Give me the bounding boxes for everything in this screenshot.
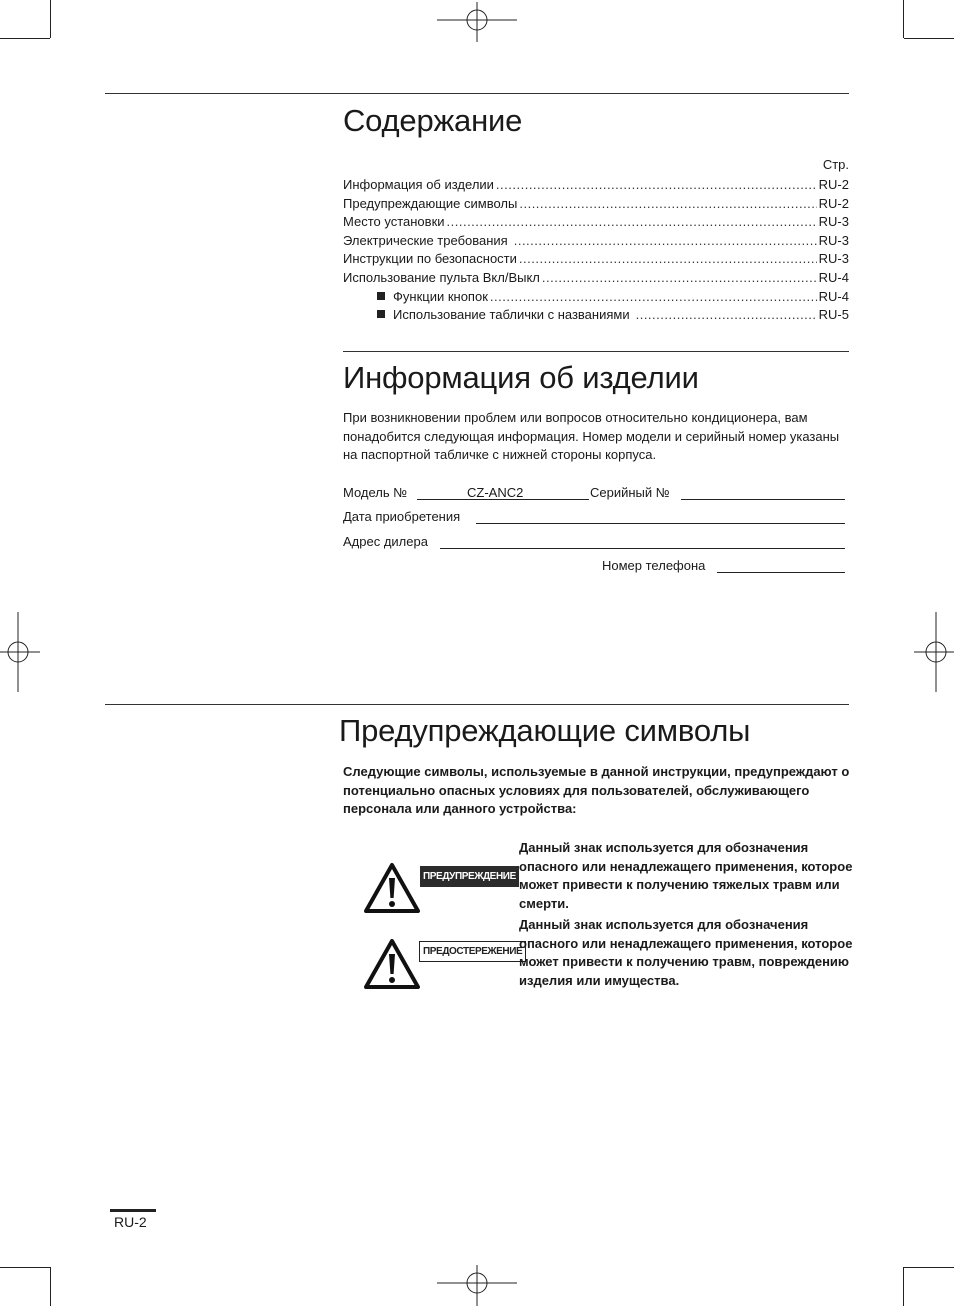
toc-item-page: RU-3 <box>818 251 849 267</box>
toc-item-label: Информация об изделии <box>343 177 494 192</box>
toc-title: Содержание <box>343 103 523 138</box>
product-info-intro: При возникновении проблем или вопросов относительно кондиционера, вам понадобится следующая информация. Номер модели и серийный номер указаны на паспортной табличке с нижней стороны корпуса. <box>343 410 840 462</box>
model-value: CZ-ANC2 <box>467 485 524 500</box>
phone-label: Номер телефона <box>602 558 706 573</box>
toc-list <box>343 176 849 325</box>
purchase-date-field-line <box>476 523 845 524</box>
toc-item[interactable] <box>343 232 849 251</box>
registration-mark-left <box>0 612 40 692</box>
toc-item-page: RU-2 <box>818 177 849 192</box>
toc-page-header: Стр. <box>822 157 849 172</box>
product-info-rule <box>343 351 849 352</box>
purchase-date-label: Дата приобретения <box>343 509 461 524</box>
phone-field-line <box>717 572 845 573</box>
caution-description: Данный знак используется для обозначения опасного или ненадлежащего применения, которое может привести к получению травм, повреждению изделия или имущества. <box>519 917 853 988</box>
product-info-title: Информация об изделии <box>343 360 699 395</box>
square-bullet-icon <box>377 310 385 318</box>
toc-item-page: RU-4 <box>818 269 849 285</box>
toc-subitem[interactable] <box>343 288 849 307</box>
toc-item-label: Электрические требования <box>343 232 508 248</box>
dealer-address-label: Адрес дилера <box>343 534 428 549</box>
dealer-address-field-line <box>440 548 845 549</box>
toc-item-page: RU-2 <box>818 195 849 211</box>
registration-mark-bottom <box>437 1265 517 1306</box>
registration-mark-top <box>437 2 517 42</box>
toc-item-label: Предупреждающие символы <box>343 195 518 211</box>
toc-item[interactable] <box>343 195 849 214</box>
toc-item-label: Использование таблички с названиями <box>393 307 630 323</box>
toc-item-label: Инструкции по безопасности <box>343 251 517 267</box>
serial-label: Серийный № <box>590 485 670 500</box>
toc-item[interactable] <box>343 269 849 288</box>
warning-symbols-rule <box>105 704 849 705</box>
warning-symbols-title: Предупреждающие символы <box>339 713 751 748</box>
warning-triangle-icon <box>364 862 420 914</box>
toc-item[interactable] <box>343 213 849 232</box>
toc-item-label: Использование пульта Вкл/Выкл <box>343 269 540 285</box>
caution-triangle-icon <box>364 938 420 990</box>
top-rule <box>105 93 849 94</box>
toc-item-page: RU-3 <box>818 214 849 230</box>
square-bullet-icon <box>377 292 385 300</box>
serial-field-line <box>681 499 845 500</box>
page-number: RU-2 <box>114 1214 147 1230</box>
caution-badge: ПРЕДОСТЕРЕЖЕНИЕ <box>419 941 526 962</box>
toc-item-page: RU-4 <box>818 288 849 304</box>
warning-symbols-intro: Следующие символы, используемые в данной инструкции, предупреждают о потенциально опасных условиях для пользователей, обслуживающего персонала или данного устройства: <box>343 764 850 816</box>
model-label: Модель № <box>343 485 408 500</box>
toc-item-page: RU-5 <box>818 307 849 323</box>
toc-item[interactable] <box>343 250 849 269</box>
footer-bar <box>110 1209 156 1212</box>
warning-badge: ПРЕДУПРЕЖДЕНИЕ <box>420 866 519 887</box>
registration-mark-right <box>914 612 954 692</box>
toc-item-label: Место установки <box>343 214 445 230</box>
toc-subitem[interactable] <box>343 306 849 325</box>
warning-description: Данный знак используется для обозначения опасного или ненадлежащего применения, которое может привести к получению тяжелых травм или смерти. <box>519 840 853 911</box>
toc-item-label: Функции кнопок <box>393 288 488 304</box>
toc-item[interactable] <box>343 176 849 195</box>
toc-item-page: RU-3 <box>818 232 849 248</box>
